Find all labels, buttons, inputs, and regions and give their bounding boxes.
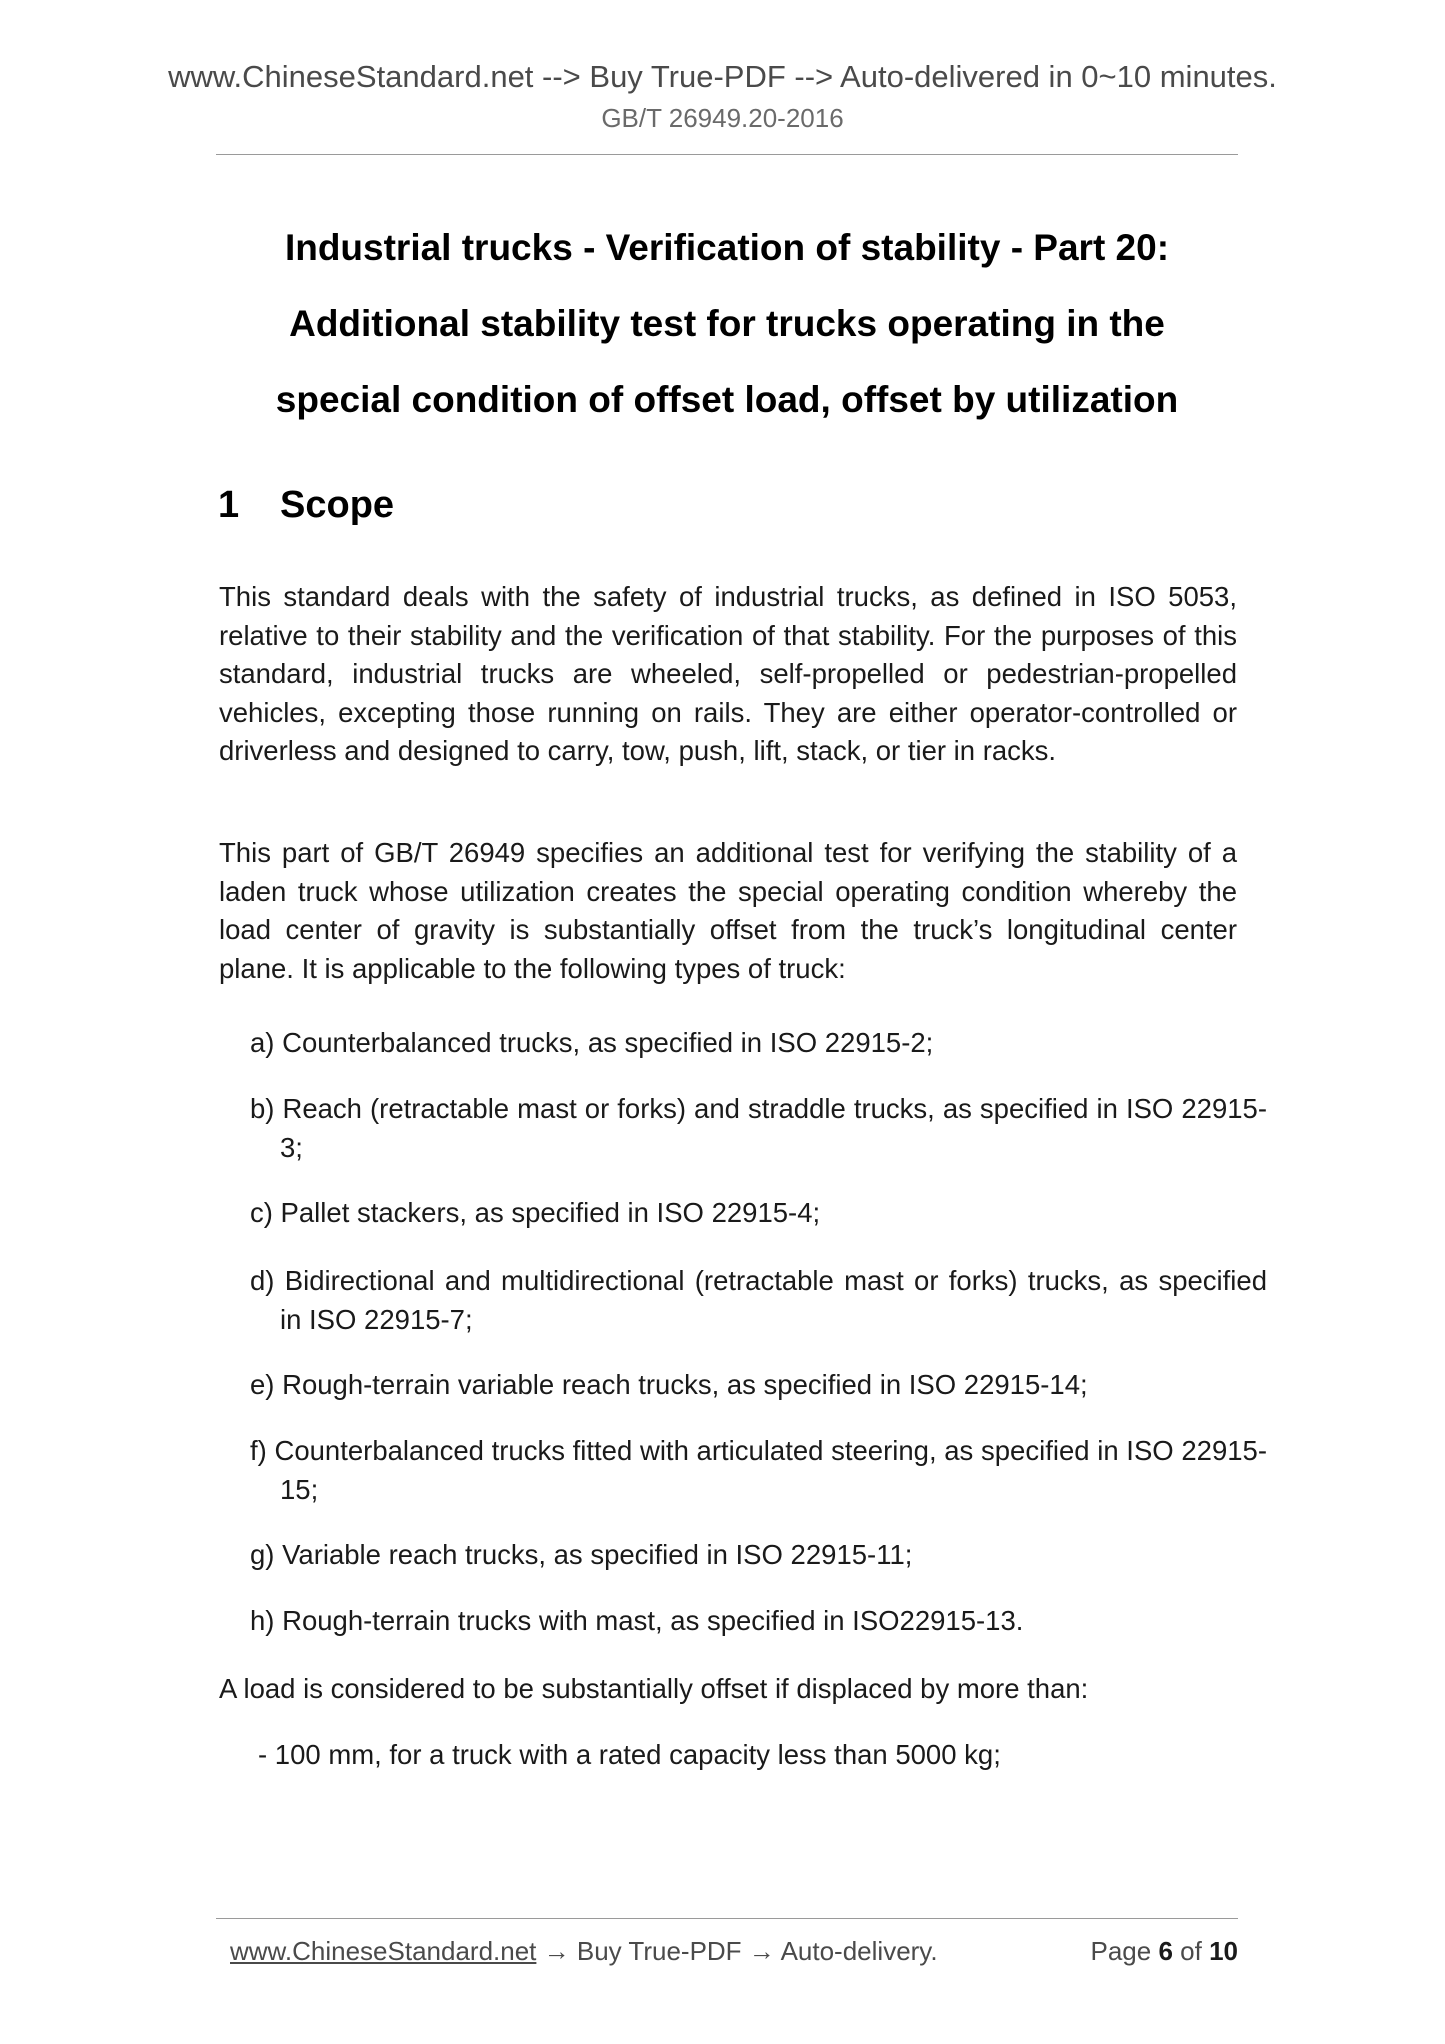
offset-criterion-item: - 100 mm, for a truck with a rated capacity less than 5000 kg; xyxy=(258,1739,1001,1770)
list-item: a) Counterbalanced trucks, as specified in ISO 22915-2; xyxy=(250,1027,934,1058)
document-code: GB/T 26949.20-2016 xyxy=(601,103,844,133)
scope-paragraph-1: This standard deals with the safety of industrial trucks, as defined in ISO 5053, relative to their stability and the verification of that stability. For the purposes of this standard, industrial trucks are wheeled, self-propelled or pedestrian-propelled vehicles, excepting those running on rails. They are either operator-controlled or driverless and designed to carry, tow, push, lift, stack, or tier in racks. xyxy=(219,581,1237,766)
document-title xyxy=(216,210,1238,438)
list-item: g) Variable reach trucks, as specified in ISO 22915-11; xyxy=(250,1539,913,1570)
list-item: d) Bidirectional and multidirectional (retractable mast or forks) trucks, as specified in ISO 22915-7; xyxy=(250,1265,1267,1335)
section-heading xyxy=(218,484,394,527)
page-number xyxy=(1090,1934,1238,1968)
page-label: Page xyxy=(1090,1936,1152,1966)
page-of: of xyxy=(1180,1936,1202,1966)
header-divider xyxy=(216,154,1238,155)
scope-paragraph-2: This part of GB/T 26949 specifies an additional test for verifying the stability of a laden truck whose utilization creates the special operating condition whereby the load center of gravity is substantially offset from the truck’s longitudinal center plane. It is applicable to the following types of truck: xyxy=(219,837,1237,984)
page-current: 6 xyxy=(1158,1936,1173,1966)
title-line-2: Additional stability test for trucks operating in the xyxy=(289,303,1165,344)
page-total: 10 xyxy=(1209,1936,1238,1966)
list-item: b) Reach (retractable mast or forks) and straddle trucks, as specified in ISO 22915-3; xyxy=(250,1093,1267,1163)
list-item: f) Counterbalanced trucks fitted with articulated steering, as specified in ISO 22915-15; xyxy=(250,1435,1267,1505)
section-number: 1 xyxy=(218,484,240,526)
section-title: Scope xyxy=(280,484,395,526)
offset-definition-paragraph: A load is considered to be substantially offset if displaced by more than: xyxy=(219,1673,1089,1704)
title-line-3: special condition of offset load, offset by utilization xyxy=(275,379,1179,420)
list-item: h) Rough-terrain trucks with mast, as specified in ISO22915-13. xyxy=(250,1605,1024,1636)
footer-promo xyxy=(230,1934,938,1968)
title-line-1: Industrial trucks - Verification of stability - Part 20: xyxy=(284,227,1170,268)
footer-promo-text: → Buy True-PDF → Auto-delivery. xyxy=(536,1936,938,1966)
footer-site-link[interactable]: www.ChineseStandard.net xyxy=(230,1936,537,1966)
list-item: c) Pallet stackers, as specified in ISO 22915-4; xyxy=(250,1197,821,1228)
header-banner: www.ChineseStandard.net --> Buy True-PDF --> Auto-delivered in 0~10 minutes. xyxy=(168,59,1277,94)
list-item: e) Rough-terrain variable reach trucks, as specified in ISO 22915-14; xyxy=(250,1369,1088,1400)
footer-divider xyxy=(216,1918,1238,1919)
